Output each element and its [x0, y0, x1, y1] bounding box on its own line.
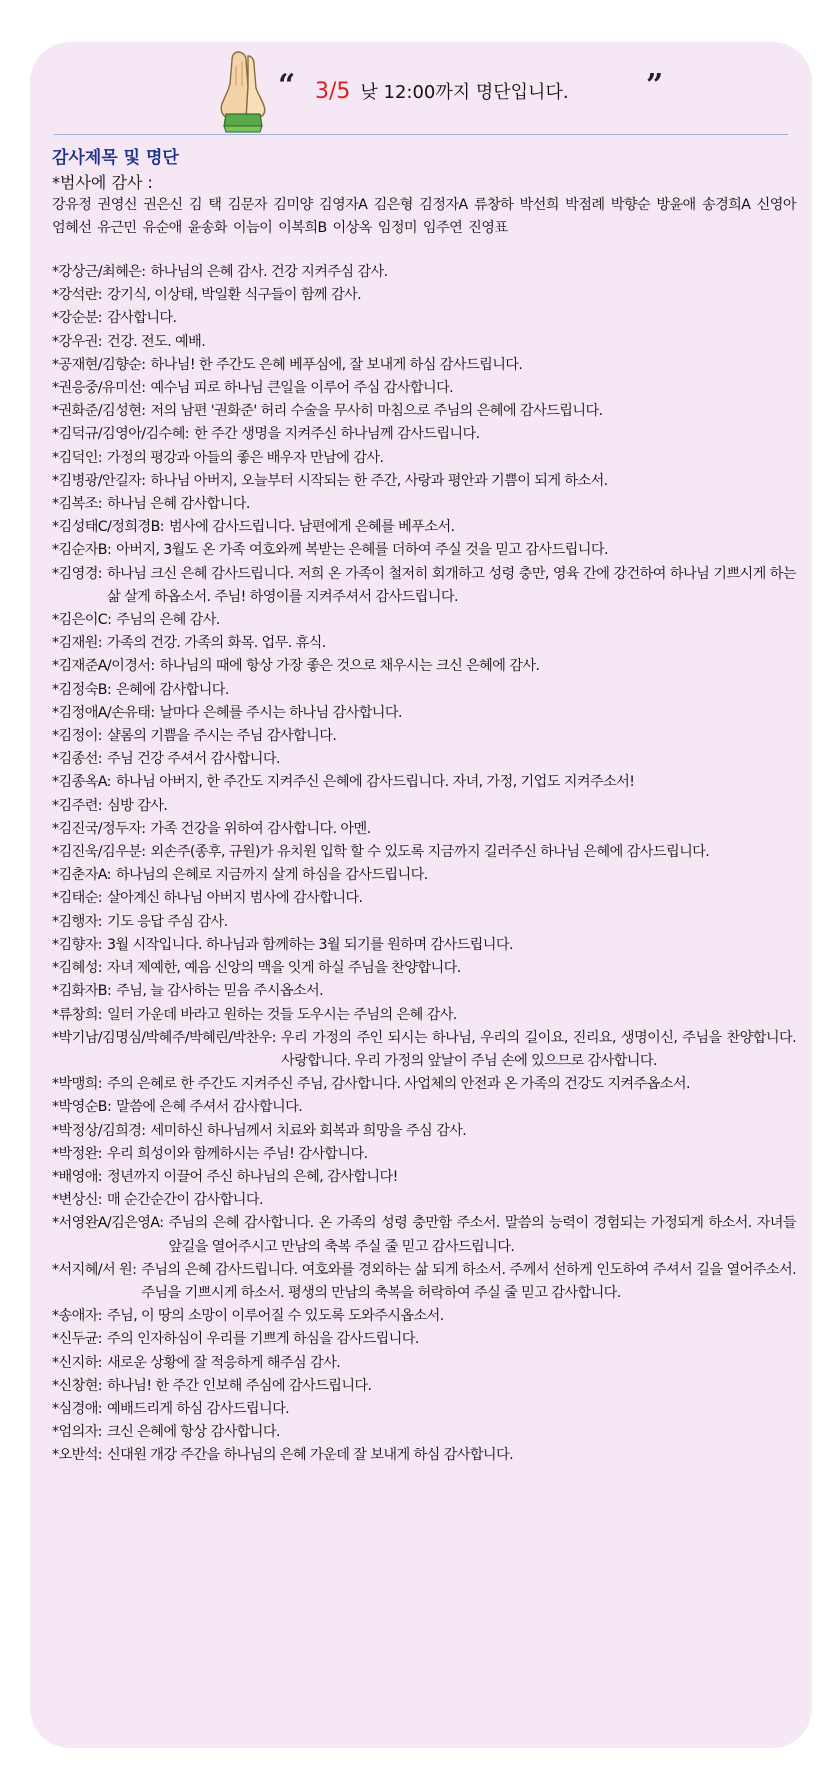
list-item	[52, 934, 796, 957]
list-item	[52, 400, 796, 423]
entry-message: 매 순간순간이 감사합니다.	[107, 1192, 263, 1209]
list-item	[52, 563, 796, 609]
praying-hands-icon	[208, 46, 278, 134]
entry-message: 주의 인자하심이 우리를 기쁘게 하심을 감사드립니다.	[107, 1331, 419, 1348]
entry-name: *김춘자A:	[52, 867, 111, 884]
entry-name: *심경애:	[52, 1400, 102, 1417]
notice-date: 3/5	[315, 79, 351, 104]
entry-message: 범사에 감사드립니다. 남편에게 은혜를 베푸소서.	[168, 519, 455, 536]
entry-message: 우리 희성이와 함께하시는 주님! 감사합니다.	[107, 1145, 368, 1162]
close-quote: ”	[646, 68, 664, 103]
entry-message: 건강. 전도. 예배.	[107, 333, 206, 350]
entry-message: 주의 은혜로 한 주간도 지켜주신 주님, 감사합니다. 사업체의 안전과 온 가족의 건강도 지켜주옵소서.	[107, 1076, 690, 1093]
entry-message: 강기식, 이상태, 박일환 식구들이 함께 감사.	[107, 287, 362, 304]
entry-name: *김진욱/김우분:	[52, 844, 146, 861]
entry-message: 주님, 늘 감사하는 믿음 주시옵소서.	[116, 983, 324, 1000]
list-item	[52, 377, 796, 400]
list-item	[52, 516, 796, 539]
entries-list	[52, 261, 796, 1468]
entry-message: 가족의 건강. 가족의 화목. 업무. 휴식.	[107, 635, 326, 652]
list-item	[52, 771, 796, 794]
entry-name: *김덕규/김영아/김수혜:	[52, 426, 189, 443]
roster-names: 강유정 권영신 권은신 김 택 김문자 김미양 김영자A 김은형 김정자A 류창하 박선희 박점례 박향순 방윤애 송경희A 신영아 엄혜선 유근민 유순애 윤송화 이늠이 이복희B 이상옥 임정미 임주연 진영표	[52, 197, 796, 236]
entry-name: *김성태C/정희경B:	[52, 519, 164, 536]
list-item	[52, 1073, 796, 1096]
entry-name: *김태순:	[52, 890, 102, 907]
entry-message: 저의 남편 '권화준' 허리 수술을 무사히 마침으로 주님의 은혜에 감사드립니다.	[150, 403, 603, 420]
entry-name: *류창희:	[52, 1006, 102, 1023]
entry-message: 하나님 크신 은혜 감사드립니다. 저희 온 가족이 철저히 회개하고 성령 충만, 영육 간에 강건하여 하나님 기쁘시게 하는 삶 살게 하옵소서. 주님! 하영이를 지켜주셔서 감사드립니다.	[107, 565, 796, 605]
entry-name: *김종선:	[52, 751, 102, 768]
list-item	[52, 725, 796, 748]
entry-message: 하나님 아버지, 오늘부터 시작되는 한 주간, 사랑과 평안과 기쁨이 되게 하소서.	[150, 472, 608, 489]
entry-name: *권화준/김성현:	[52, 403, 146, 420]
entry-name: *김은이C:	[52, 612, 112, 629]
entry-message: 하나님 은혜 감사합니다.	[107, 496, 250, 513]
list-item	[52, 470, 796, 493]
list-item	[52, 980, 796, 1003]
entry-name: *박정완:	[52, 1145, 102, 1162]
entry-message: 하나님! 한 주간도 은혜 베푸심에, 잘 보내게 하심 감사드립니다.	[150, 356, 523, 373]
entry-message: 주님의 은혜 감사합니다. 온 가족의 성령 충만함 주소서. 말씀의 능력이 경험되는 가정되게 하소서. 자녀들 앞길을 열어주시고 만남의 축복 주실 줄 믿고 감사드립니다.	[168, 1215, 796, 1255]
list-item	[52, 1212, 796, 1258]
entry-name: *권응중/유미선:	[52, 380, 146, 397]
entry-message: 주님 건강 주셔서 감사합니다.	[107, 751, 280, 768]
list-item	[52, 354, 796, 377]
entry-message: 예수님 피로 하나님 큰일을 이루어 주심 감사합니다.	[150, 380, 454, 397]
entry-name: *김향자:	[52, 936, 102, 953]
entry-message: 주님의 은혜 감사.	[116, 612, 220, 629]
entry-name: *배영애:	[52, 1168, 102, 1185]
list-item	[52, 539, 796, 562]
entry-name: *오반석:	[52, 1447, 102, 1464]
entry-name: *박맹희:	[52, 1076, 102, 1093]
list-item	[52, 331, 796, 354]
entry-name: *박영순B:	[52, 1099, 112, 1116]
list-item	[52, 632, 796, 655]
list-item	[52, 679, 796, 702]
list-item	[52, 1328, 796, 1351]
entry-name: *송애자:	[52, 1308, 102, 1325]
entry-name: *김행자:	[52, 913, 102, 930]
list-item	[52, 748, 796, 771]
entry-message: 기도 응답 주심 감사.	[107, 913, 228, 930]
entry-message: 새로운 상황에 잘 적응하게 해주심 감사.	[107, 1354, 341, 1371]
list-item	[52, 1421, 796, 1444]
entry-message: 하나님의 은혜 감사. 건강 지켜주심 감사.	[150, 264, 388, 280]
entry-name: *김정이:	[52, 728, 102, 745]
entry-name: *김정애A/손유태:	[52, 704, 155, 721]
entry-name: *김순자B:	[52, 542, 112, 559]
entry-message: 신대원 개강 주간을 하나님의 은혜 가운데 잘 보내게 하심 감사합니다.	[107, 1447, 514, 1464]
entry-message: 살아계신 하나님 아버지 범사에 감사합니다.	[107, 890, 363, 907]
entry-message: 은혜에 감사합니다.	[116, 681, 229, 698]
list-item	[52, 609, 796, 632]
entry-name: *엄의자:	[52, 1424, 102, 1441]
entry-message: 샬롬의 기쁨을 주시는 주님 감사합니다.	[107, 728, 337, 745]
list-item	[52, 1444, 796, 1467]
entry-name: *김종옥A:	[52, 774, 111, 791]
open-quote: “	[278, 68, 296, 103]
list-item	[52, 818, 796, 841]
list-item	[52, 1305, 796, 1328]
entry-message: 크신 은혜에 항상 감사합니다.	[107, 1424, 280, 1441]
entry-message: 정년까지 이끌어 주신 하나님의 은혜, 감사합니다!	[107, 1168, 398, 1185]
notice-text: 낮 12:00까지 명단입니다.	[360, 82, 569, 103]
entry-name: *강상근/최혜은:	[52, 264, 146, 280]
list-item	[52, 911, 796, 934]
list-item	[52, 1398, 796, 1421]
divider	[54, 134, 788, 135]
entry-name: *김주련:	[52, 797, 102, 814]
entry-message: 하나님의 때에 항상 가장 좋은 것으로 채우시는 크신 은혜에 감사.	[159, 658, 540, 675]
list-item	[52, 1189, 796, 1212]
entry-name: *신창현:	[52, 1377, 102, 1394]
entry-message: 세미하신 하나님께서 치료와 회복과 희망을 주심 감사.	[150, 1122, 467, 1139]
entry-message: 일터 가운데 바라고 원하는 것들 도우시는 주님의 은혜 감사.	[107, 1006, 457, 1023]
roster-heading: *범사에 감사 :	[52, 173, 153, 192]
entry-name: *신지하:	[52, 1354, 102, 1371]
entry-name: *강우권:	[52, 333, 102, 350]
entry-name: *박정상/김희경:	[52, 1122, 146, 1139]
entry-message: 말씀에 은혜 주셔서 감사합니다.	[116, 1099, 303, 1116]
entry-message: 하나님의 은혜로 지금까지 살게 하심을 감사드립니다.	[115, 867, 428, 884]
entry-name: *변상신:	[52, 1192, 102, 1209]
list-item	[52, 864, 796, 887]
list-item	[52, 702, 796, 725]
entry-message: 가정의 평강과 아들의 좋은 배우자 만남에 감사.	[107, 449, 384, 466]
list-item	[52, 284, 796, 307]
list-item	[52, 1166, 796, 1189]
entry-name: *김진국/정두자:	[52, 820, 146, 837]
entry-name: *김혜성:	[52, 960, 102, 977]
entry-name: *김영경:	[52, 565, 102, 582]
entry-name: *김화자B:	[52, 983, 112, 1000]
entry-name: *김병광/안길자:	[52, 472, 146, 489]
entry-message: 우리 가정의 주인 되시는 하나님, 우리의 길이요, 진리요, 생명이신, 주님을 찬양합니다. 사랑합니다. 우리 가정의 앞날이 주님 손에 있으므로 감사합니다.	[280, 1029, 796, 1069]
list-item	[52, 887, 796, 910]
list-item	[52, 261, 796, 284]
entry-name: *김복조:	[52, 496, 102, 513]
entry-message: 외손주(종후, 규원)가 유치원 입학 할 수 있도록 지금까지 길러주신 하나님 은혜에 감사드립니다.	[150, 844, 710, 861]
entry-message: 자녀 제예한, 예음 신앙의 맥을 잇게 하실 주님을 찬양합니다.	[107, 960, 461, 977]
entry-message: 아버지, 3월도 온 가족 여호와께 복받는 은혜를 더하여 주실 것을 믿고 감사드립니다.	[116, 542, 608, 559]
entry-name: *김덕인:	[52, 449, 102, 466]
entry-message: 주님, 이 땅의 소망이 이루어질 수 있도록 도와주시옵소서.	[107, 1308, 444, 1325]
entry-name: *박기남/김명심/박혜주/박혜린/박찬우:	[52, 1029, 276, 1046]
entry-message: 주님의 은혜 감사드립니다. 여호와를 경외하는 삶 되게 하소서. 주께서 선하게 인도하여 주셔서 길을 열어주소서. 주님을 기쁘시게 하소서. 평생의 만남의 축복을 허락하여 주실 줄 믿고 감사합니다.	[141, 1261, 796, 1301]
list-item	[52, 307, 796, 330]
entry-message: 예배드리게 하심 감사드립니다.	[107, 1400, 290, 1417]
list-item	[52, 1096, 796, 1119]
entry-message: 감사합니다.	[107, 310, 177, 327]
list-item	[52, 1004, 796, 1027]
list-item	[52, 1143, 796, 1166]
entry-message: 한 주간 생명을 지켜주신 하나님께 감사드립니다.	[193, 426, 480, 443]
list-item	[52, 1259, 796, 1305]
notice-header	[30, 42, 812, 140]
list-item	[52, 1352, 796, 1375]
notice-headline	[315, 78, 569, 104]
entry-name: *강석란:	[52, 287, 102, 304]
entry-name: *서지혜/서 원:	[52, 1261, 137, 1278]
list-item	[52, 493, 796, 516]
list-item	[52, 795, 796, 818]
list-item	[52, 841, 796, 864]
prayer-list-card	[30, 42, 812, 1748]
list-item	[52, 957, 796, 980]
entry-name: *김재원:	[52, 635, 102, 652]
entry-name: *공재현/김향순:	[52, 356, 146, 373]
entry-name: *강순분:	[52, 310, 102, 327]
entry-message: 가족 건강을 위하여 감사합니다. 아멘.	[150, 820, 371, 837]
content	[52, 146, 796, 1468]
entry-name: *신두균:	[52, 1331, 102, 1348]
entry-name: *서영완A/김은영A:	[52, 1215, 164, 1232]
list-item	[52, 423, 796, 446]
entry-message: 하나님! 한 주간 인보해 주심에 감사드립니다.	[107, 1377, 372, 1394]
list-item	[52, 655, 796, 678]
list-item	[52, 447, 796, 470]
entry-message: 날마다 은혜를 주시는 하나님 감사합니다.	[159, 704, 402, 721]
list-item	[52, 1120, 796, 1143]
entry-name: *김정숙B:	[52, 681, 112, 698]
entry-message: 심방 감사.	[107, 797, 168, 814]
entry-message: 하나님 아버지, 한 주간도 지켜주신 은혜에 감사드립니다. 자녀, 가정, 기업도 지켜주소서!	[115, 774, 635, 791]
list-item	[52, 1375, 796, 1398]
list-item	[52, 1027, 796, 1073]
entry-name: *김재준A/이경서:	[52, 658, 155, 675]
section-title: 감사제목 및 명단	[52, 148, 179, 168]
entry-message: 3월 시작입니다. 하나님과 함께하는 3월 되기를 원하며 감사드립니다.	[107, 936, 513, 953]
